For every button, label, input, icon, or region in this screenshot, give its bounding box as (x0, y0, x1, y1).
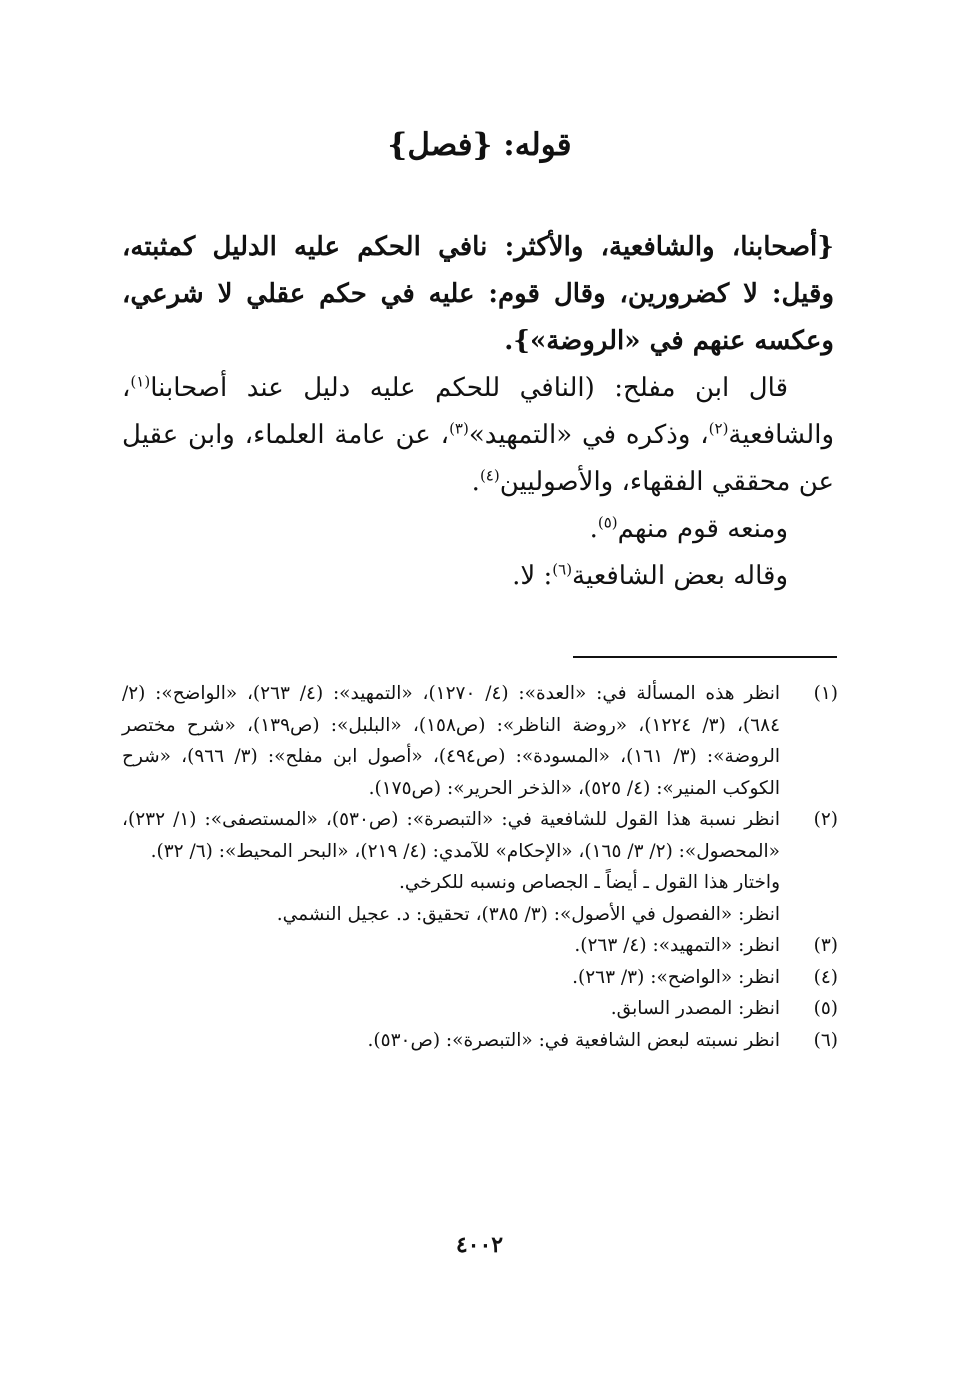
text-segment: ، والشافعية (122, 373, 834, 450)
footnote-text (122, 993, 780, 1025)
commentary-paragraph (122, 365, 834, 506)
footnote-ref[interactable]: (٢) (708, 419, 729, 438)
footnote (122, 678, 838, 804)
text-segment: . (589, 514, 598, 544)
footnote-line: انظر: المصدر السابق. (610, 998, 780, 1019)
footnote-number: (٢) (813, 809, 838, 830)
footnote-ref[interactable]: (٥) (597, 513, 618, 532)
commentary-paragraph (122, 553, 834, 600)
text-segment: ، وذكره في «التمهيد» (468, 420, 709, 450)
page-number: ٤٠٠٢ (455, 1232, 504, 1258)
footnote-text (122, 1025, 780, 1057)
footnote-separator (573, 656, 837, 658)
footnote-ref[interactable]: (٣) (449, 419, 469, 438)
footnote-text (122, 678, 780, 804)
footnote-number: (١) (813, 683, 838, 704)
footnote-line: انظر: «الفصول في الأصول»: (٣/ ٣٨٥)، تحقيق: د. عجيل النشمي. (276, 903, 780, 925)
footnote (122, 962, 838, 994)
footnote-line: واختار هذا القول ـ أيضاً ـ الجصاص ونسبه للكرخي. (398, 872, 780, 893)
footnote-text (122, 962, 780, 994)
footnote-number: (٤) (813, 966, 838, 988)
footnote-number: (٥) (813, 998, 838, 1019)
text-segment: ، عن عامة العلماء، وابن عقيل عن محققي الفقهاء، والأصوليين (122, 420, 834, 497)
text-segment: : لا. (512, 561, 553, 591)
matn-paragraph: {أصحابنا، والشافعية، والأكثر: نافي الحكم عليه الدليل كمثبته، وقيل: لا كضرورين، وقال قوم: عليه في حكم عقلي لا شرعي، وعكسه عنهم في «الروضة»}. (122, 232, 834, 356)
footnote-ref[interactable]: (١) (130, 372, 151, 391)
footnote-line: انظر: «الواضح»: (٣/ ٢٦٣). (572, 966, 780, 988)
main-text (122, 224, 834, 600)
footnote (122, 1025, 838, 1057)
footnote (122, 804, 838, 930)
text-segment: قال ابن مفلح: (النافي للحكم عليه دليل عند أصحابنا (150, 373, 788, 403)
footnotes (122, 678, 838, 1056)
commentary-paragraph (122, 506, 834, 553)
footnote-number: (٦) (813, 1029, 838, 1051)
footnote-line: انظر هذه المسألة في: «العدة»: (٤/ ١٢٧٠)، «التمهيد»: (٤/ ٢٦٣)، «الواضح»: (٢/ ٦٨٤)، (٣/ ١٢٢٤)، «روضة الناظر»: (ص١٥٨)، «البلبل»: (ص١٣٩)، «شرح مختصر الروضة»: (٣/ ١٦١)، «المسودة»: (ص٤٩٤)، «أصول ابن مفلح»: (٣/ ٩٦٦)، «شرح الكوكب المنير»: (٤/ ٥٢٥)، «الذخر الحرير»: (ص١٧٥). (122, 683, 781, 799)
footnote-ref[interactable]: (٤) (479, 466, 500, 485)
section-heading: قوله: {فصل} (387, 127, 572, 163)
footnote-ref[interactable]: (٦) (552, 560, 573, 579)
footnote-text (122, 804, 780, 930)
footnote-text (122, 930, 780, 962)
text-segment: وقاله بعض الشافعية (572, 561, 788, 591)
footnote (122, 930, 838, 962)
footnote (122, 993, 838, 1025)
text-segment: . (471, 467, 480, 497)
footnote-line: انظر: «التمهيد»: (٤/ ٢٦٣). (574, 935, 780, 956)
footnote-line: انظر نسبة هذا القول للشافعية في: «التبصرة»: (ص٥٣٠)، «المستصفى»: (١/ ٢٣٢)، «المحصول»: (٢/ ٣/ ١٦٥)، «الإحكام» للآمدي: (٤/ ٢١٩)، «البحر المحيط»: (٦/ ٣٢). (122, 809, 780, 862)
text-segment: ومنعه قوم منهم (617, 514, 788, 544)
footnote-line: انظر نسبته لبعض الشافعية في: «التبصرة»: (ص٥٣٠). (367, 1029, 780, 1051)
footnote-number: (٣) (813, 935, 838, 956)
